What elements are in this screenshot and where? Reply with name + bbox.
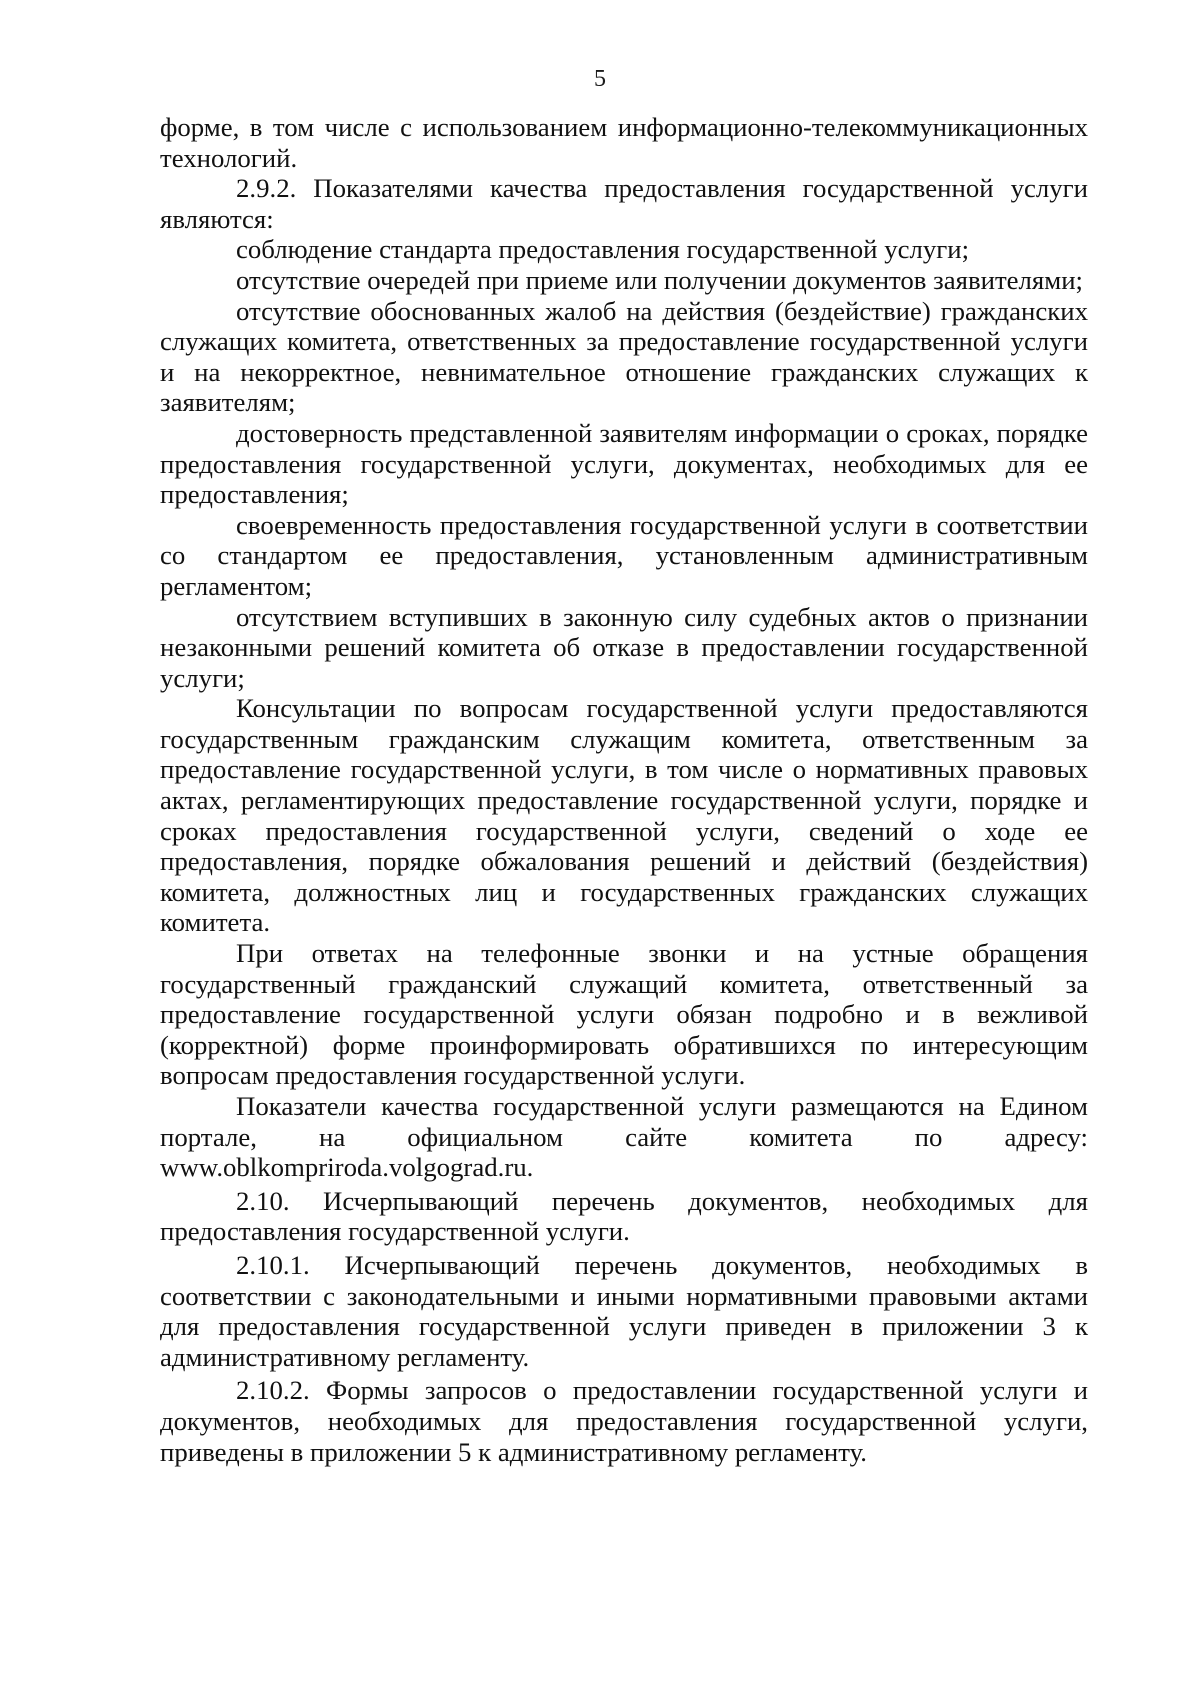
- document-body: [160, 112, 1088, 1467]
- list-item-no-queues: отсутствие очередей при приеме или получении документов заявителями;: [236, 264, 1083, 295]
- page-number: 5: [594, 66, 606, 92]
- list-item-timeliness: своевременность предоставления государственной услуги в соответствии со стандартом ее предоставления, установленным административным регламентом;: [160, 509, 1088, 601]
- paragraph-2-10-2: 2.10.2. Формы запросов о предоставлении государственной услуги и документов, необходимых для предоставления государственной услуги, приведены в приложении 5 к административному регламенту.: [160, 1375, 1088, 1467]
- paragraph-continuation: форме, в том числе с использованием информационно-телекоммуникационных технологий.: [160, 112, 1088, 173]
- paragraph-2-10: 2.10. Исчерпывающий перечень документов, необходимых для предоставления государственной услуги.: [160, 1185, 1088, 1247]
- paragraph-2-9-2: 2.9.2. Показателями качества предоставления государственной услуги являются:: [160, 173, 1088, 234]
- paragraph-quality-indicators-placement: Показатели качества государственной услуги размещаются на Едином портале, на официальном сайте комитета по адресу: www.oblkompriroda.volgograd.ru.: [160, 1091, 1088, 1183]
- paragraph-consultations: Консультации по вопросам государственной услуги предоставляются государственным гражданским служащим комитета, ответственным за предоставление государственной услуги, в том числе о нормативных правовых актах, регламентирующих предоставление государственной услуги, порядке и сроках предоставления государственной услуги, сведений о ходе ее предоставления, порядке обжалования решений и действий (бездействия) комитета, должностных лиц и государственных гражданских служащих комитета.: [160, 693, 1088, 938]
- list-item-no-complaints: отсутствие обоснованных жалоб на действия (бездействие) гражданских служащих комитета, ответственных за предоставление государственной услуги и на некорректное, невнимательное отношение гражданских служащих к заявителям;: [160, 295, 1088, 418]
- paragraph-phone-calls: При ответах на телефонные звонки и на устные обращения государственный гражданский служащий комитета, ответственный за предоставление государственной услуги обязан подробно и в вежливой (корректной) форме проинформировать обратившихся по интересующим вопросам предоставления государственной услуги.: [160, 938, 1088, 1091]
- list-item-standard-compliance: соблюдение стандарта предоставления государственной услуги;: [236, 234, 970, 265]
- list-item-information-reliability: достоверность представленной заявителям информации о сроках, порядке предоставления государственной услуги, документах, необходимых для ее предоставления;: [160, 417, 1088, 510]
- list-item-no-court-acts: отсутствием вступивших в законную силу судебных актов о признании незаконными решений комитета об отказе в предоставлении государственной услуги;: [160, 601, 1088, 693]
- paragraph-2-10-1: 2.10.1. Исчерпывающий перечень документов, необходимых в соответствии с законодательными и иными нормативными правовыми актами для предоставления государственной услуги приведен в приложении 3 к административному регламенту.: [160, 1249, 1088, 1372]
